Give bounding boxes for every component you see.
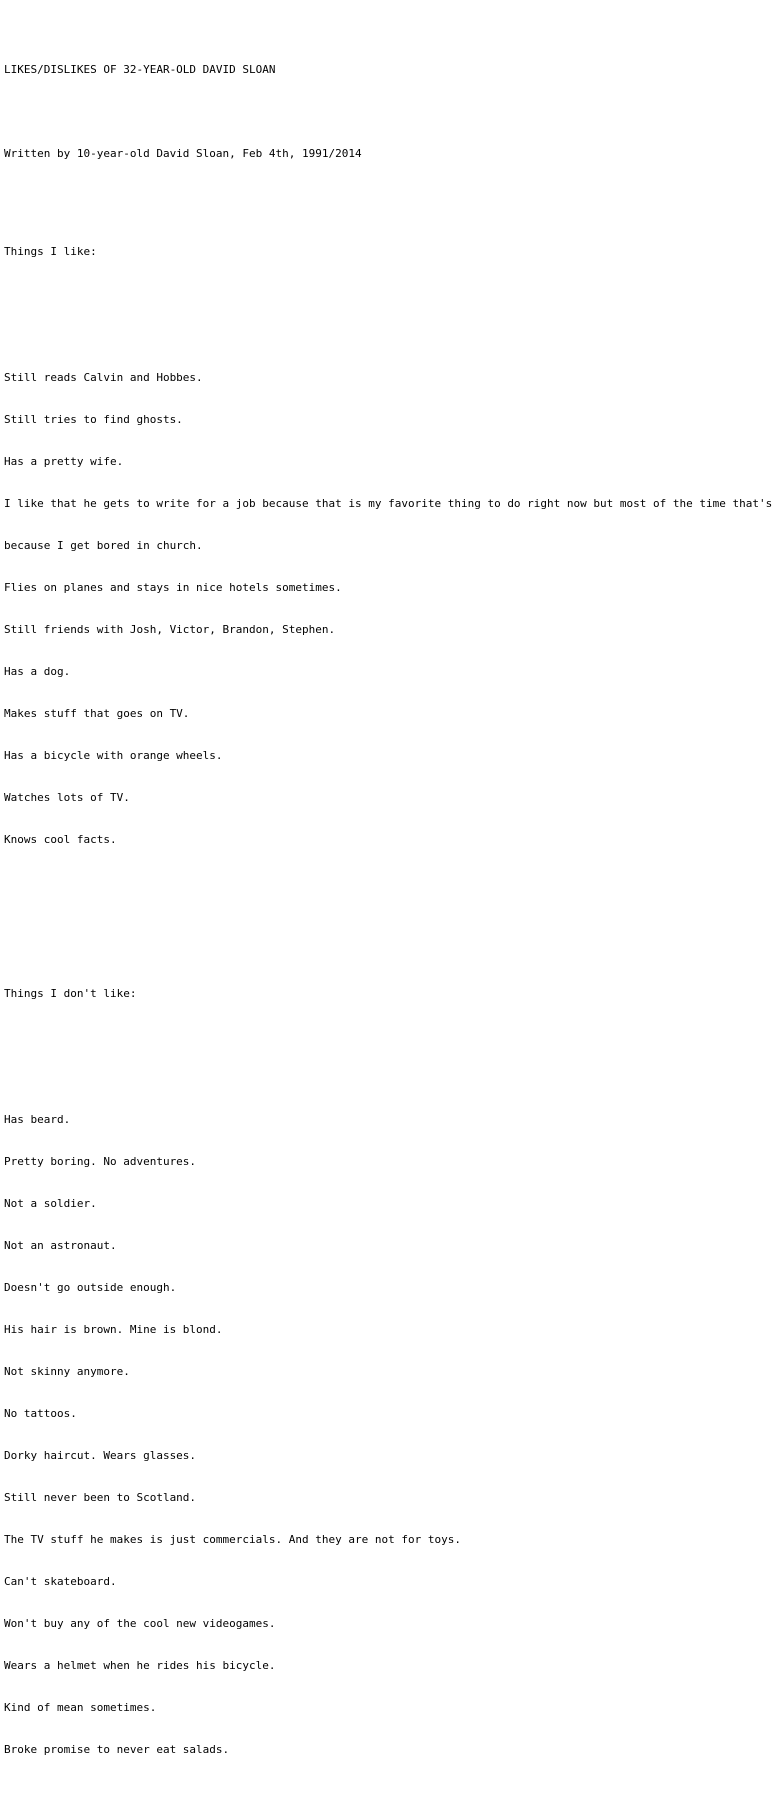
blank-line (4, 287, 717, 301)
list-item: Wears a helmet when he rides his bicycle. (4, 1659, 276, 1672)
list-item: Has beard. (4, 1113, 71, 1126)
list-item: Has a pretty wife. (4, 455, 124, 468)
list-item: Not an astronaut. (4, 1239, 117, 1252)
list-item: Has a bicycle with orange wheels. (4, 749, 223, 762)
list-item: I like that he gets to write for a job because that is my favorite thing to do right now but most of the time that's (4, 497, 772, 510)
dislikes-list (4, 1085, 717, 1785)
document-title: LIKES/DISLIKES OF 32-YEAR-OLD DAVID SLOAN (4, 63, 276, 76)
list-item: His hair is brown. Mine is blond. (4, 1323, 223, 1336)
likes-heading: Things I like: (4, 245, 97, 258)
list-item: Still reads Calvin and Hobbes. (4, 371, 203, 384)
list-item: Won't buy any of the cool new videogames. (4, 1617, 276, 1630)
list-item: Can't skateboard. (4, 1575, 117, 1588)
list-item: Broke promise to never eat salads. (4, 1743, 230, 1756)
list-item: Flies on planes and stays in nice hotels sometimes. (4, 581, 342, 594)
list-item: The TV stuff he makes is just commercials. And they are not for toys. (4, 1533, 461, 1546)
byline: Written by 10-year-old David Sloan, Feb 4th, 1991/2014 (4, 147, 362, 160)
list-item: Watches lots of TV. (4, 791, 130, 804)
blank-line (4, 189, 717, 217)
blank-line (4, 1029, 717, 1043)
list-item: Has a dog. (4, 665, 71, 678)
list-item: Not a soldier. (4, 1197, 97, 1210)
list-item: because I get bored in church. (4, 539, 203, 552)
list-item: No tattoos. (4, 1407, 77, 1420)
list-item: Kind of mean sometimes. (4, 1701, 157, 1714)
list-item: Not skinny anymore. (4, 1365, 130, 1378)
blank-line (4, 105, 717, 119)
list-item: Pretty boring. No adventures. (4, 1155, 197, 1168)
list-item: Knows cool facts. (4, 833, 117, 846)
likes-list (4, 343, 772, 875)
list-item: Dorky haircut. Wears glasses. (4, 1449, 197, 1462)
blank-line (4, 917, 717, 959)
list-item: Still friends with Josh, Victor, Brandon, Stephen. (4, 623, 336, 636)
list-item: Doesn't go outside enough. (4, 1281, 177, 1294)
list-item: Still tries to find ghosts. (4, 413, 183, 426)
list-item: Makes stuff that goes on TV. (4, 707, 190, 720)
list-item: Still never been to Scotland. (4, 1491, 197, 1504)
dislikes-heading: Things I don't like: (4, 987, 137, 1000)
